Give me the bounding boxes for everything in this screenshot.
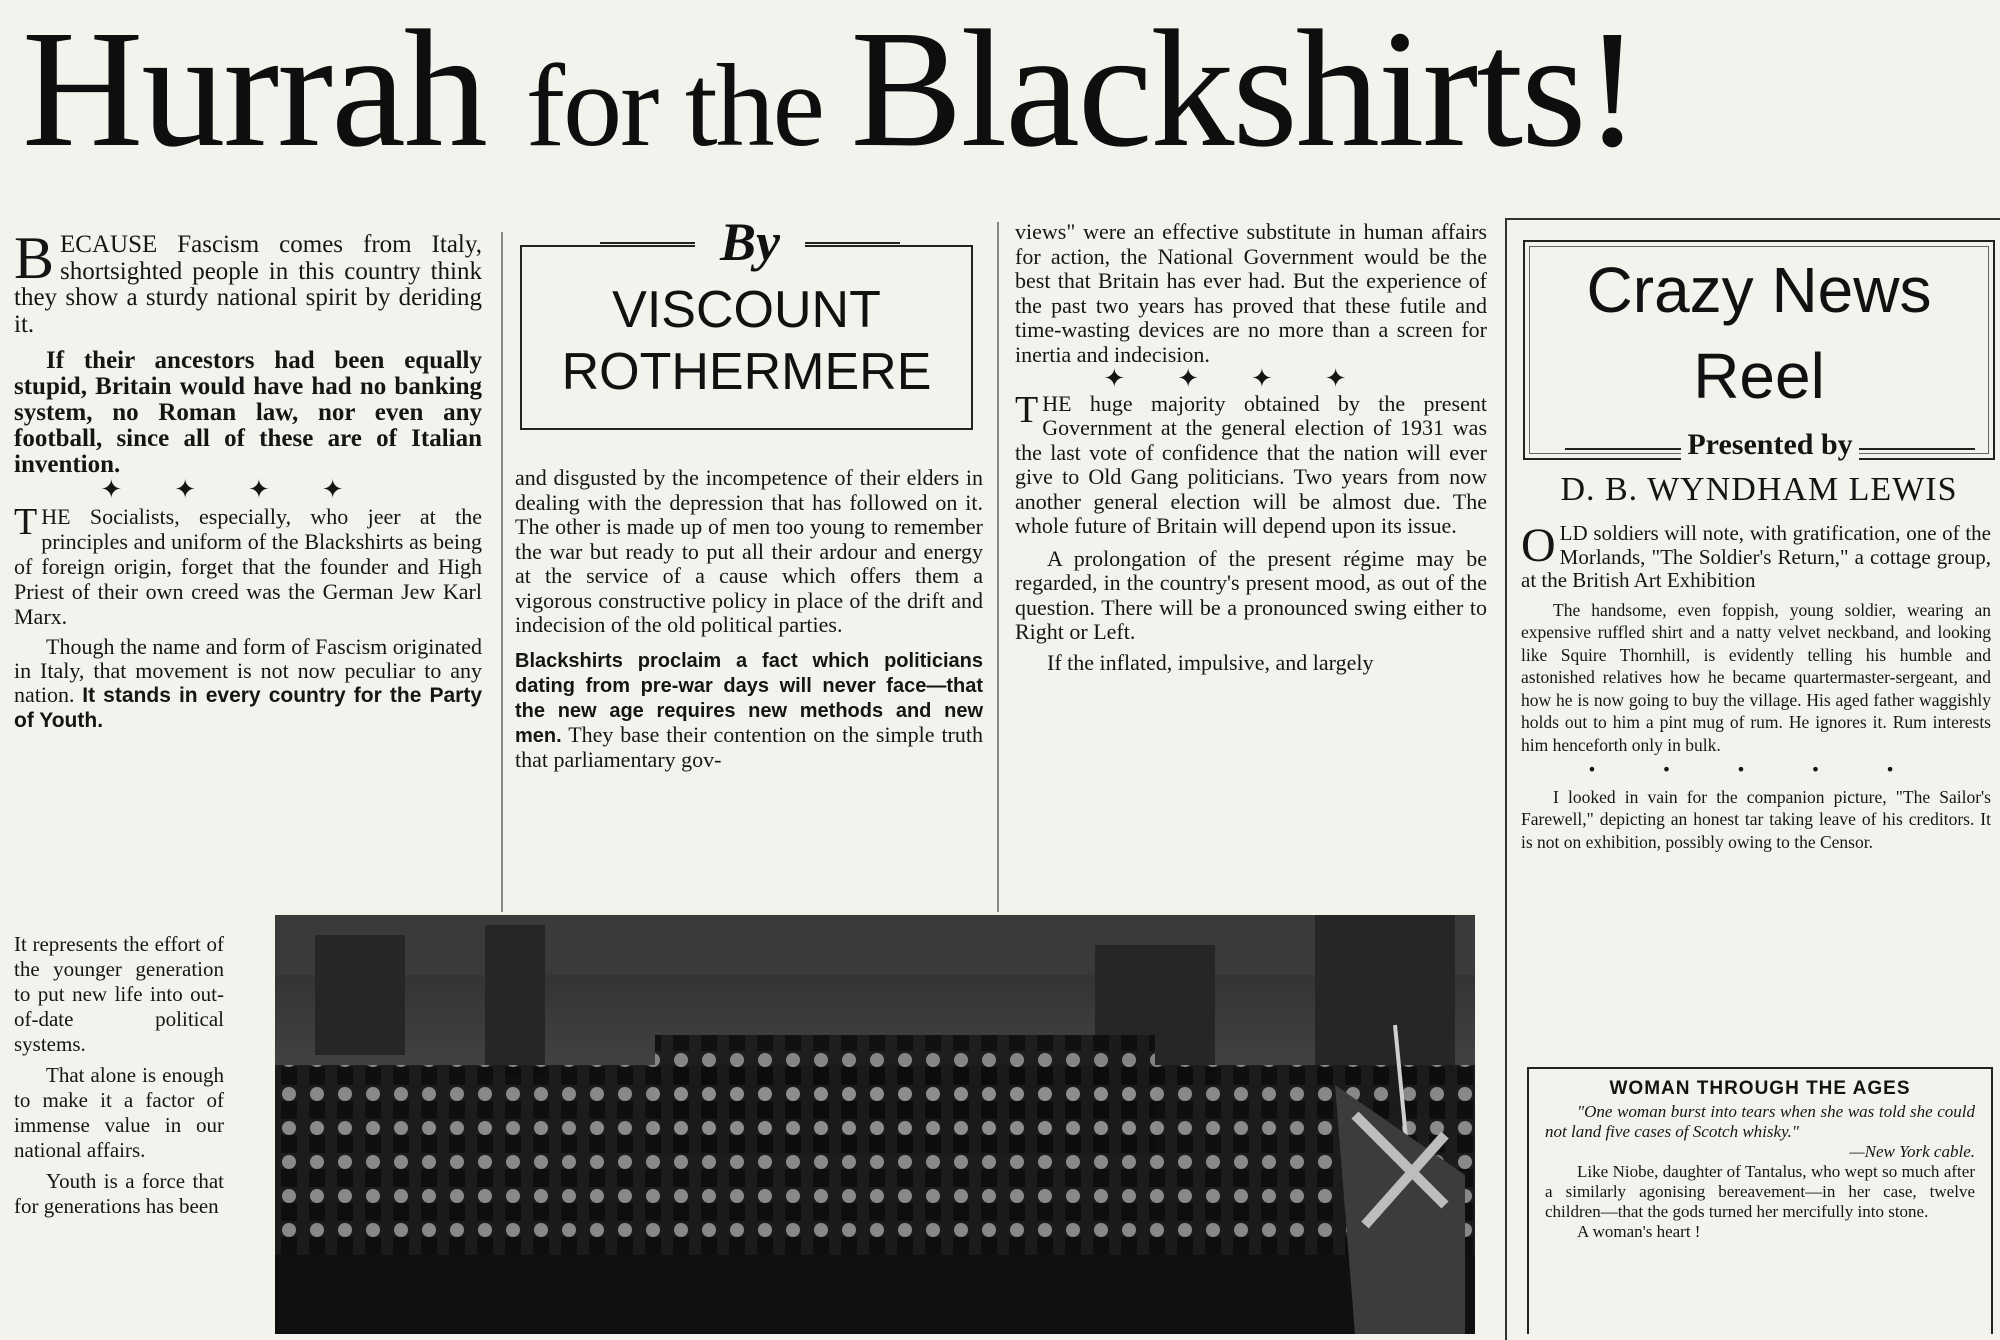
column-3 <box>1015 220 1487 675</box>
crazy-news-column <box>1521 519 1991 853</box>
woman-para-2: A woman's heart ! <box>1577 1222 1701 1241</box>
column-1-narrow <box>14 932 224 1219</box>
column-1 <box>14 225 483 733</box>
col1-para-7: Youth is a force that for generations has been <box>14 1169 224 1218</box>
byline-rule-left <box>600 242 695 244</box>
woman-title: WOMAN THROUGH THE AGES <box>1609 1078 1911 1099</box>
col1-para-2: If their ancestors had been equally stupid, Britain would have had no banking system, no Roman law, nor even any football, since all of these are of Italian invention. <box>14 347 482 478</box>
headline-part1: Hurrah <box>22 0 526 182</box>
woman-source: —New York cable. <box>1849 1142 1975 1161</box>
col2-para-2: Blackshirts proclaim a fact which politicians dating from pre-war days will never face—that the new age requires new methods and new men. They base their contention on the simple truth that parliamentary gov- <box>515 649 983 772</box>
drop-cap: B <box>14 225 55 291</box>
byline-by: By <box>695 212 805 272</box>
drop-cap: O <box>1521 519 1556 572</box>
byline-rule-right <box>805 242 900 244</box>
col1-para-4: Though the name and form of Fascism originated in Italy, that movement is not now peculiar to any nation. It stands in every country for the Party of Youth. <box>14 633 483 732</box>
woman-column <box>1545 1102 1975 1242</box>
col3-para-2: THE huge majority obtained by the present Government at the general election of 1931 was the last vote of confidence that the nation will ever give to Old Gang politicians. Two years from now another general election will be almost due. The whole future of Britain will depend upon its issue. <box>1015 388 1487 538</box>
col2-para-1: and disgusted by the incompetence of their elders in dealing with the depression that has followed on it. The other is made up of men too young to remember the war but ready to put all their ardour and energy at the service of a cause which offers them a vigorous constructive policy in place of the drift and indecision of the old political parties. <box>515 465 983 637</box>
photo-blackshirt-parade <box>275 915 1475 1334</box>
dots-divider: • • • • • <box>1587 760 1925 779</box>
column-rule-1 <box>501 232 503 912</box>
col1-para-6: That alone is enough to make it a factor of immense value in our national affairs. <box>14 1063 224 1162</box>
col1-para-3: THE Socialists, especially, who jeer at the principles and uniform of the Blackshirts as being of foreign origin, forget that the founder and High Priest of their own creed was the German Jew Karl Marx. <box>14 500 482 629</box>
col1-para-1: BECAUSE Fascism comes from Italy, shortsighted people in this country think they show a sturdy national spirit by deriding it. <box>14 225 482 338</box>
crazy-news-title-1: Crazy News <box>1586 254 1932 326</box>
crazy-para-3: I looked in vain for the companion picture, "The Sailor's Farewell," depicting an honest tar taking leave of his creditors. It is not on exhibition, possibly owing to the Censor. <box>1521 786 1991 852</box>
crazy-para-1: OLD soldiers will note, with gratification, one of the Morlands, "The Soldier's Return," a cottage group, at the British Art Exhibition <box>1521 519 1991 592</box>
col3-para-3: A prolongation of the present régime may be regarded, in the country's present mood, as out of the question. There will be a pronounced swing either to Right or Left. <box>1015 545 1487 644</box>
drop-cap: T <box>14 500 38 543</box>
woman-para-1: Like Niobe, daughter of Tantalus, who wept so much after a similarly agonising bereavement—in her case, twelve children—that the gods turned her mercifully into stone. <box>1545 1162 1975 1221</box>
headline <box>22 0 1992 187</box>
presented-by: Presented by <box>1560 428 1980 462</box>
byline-name-1: VISCOUNT <box>612 281 881 339</box>
column-2 <box>515 466 983 772</box>
byline-name-2: ROTHERMERE <box>561 343 932 401</box>
stars-divider: ✦✦✦✦ <box>100 475 396 505</box>
col3-para-4: If the inflated, impulsive, and largely <box>1047 649 1374 675</box>
crazy-news-title-2: Reel <box>1693 340 1825 412</box>
headline-part3: Blackshirts! <box>850 0 1639 182</box>
woman-quote: "One woman burst into tears when she was told she could not land five cases of Scotch whisky." <box>1545 1102 1975 1141</box>
col3-para-1: views" were an effective substitute in human affairs for action, the National Government would be the best that Britain has ever had. But the experience of the past two years has proved that these futile and time-wasting devices are no more than a screen for inertia and indecision. <box>1015 219 1487 367</box>
drop-cap: T <box>1015 388 1039 431</box>
column-rule-2 <box>997 222 999 912</box>
col1-para-5: It represents the effort of the younger generation to put new life into out-of-date political systems. <box>14 932 224 1056</box>
columnist-name: D. B. WYNDHAM LEWIS <box>1560 471 1958 508</box>
col1-bold-statement: It stands in every country for the Party of Youth. <box>14 683 483 732</box>
col2-bold-statement: Blackshirts proclaim a fact which politicians dating from pre-war days will never face—that the new age requires new methods and new men. <box>515 649 983 747</box>
stars-divider: ✦✦✦✦ <box>1103 364 1399 394</box>
crazy-para-2: The handsome, even foppish, young soldier, wearing an expensive ruffled shirt and a natty velvet neckband, and looking like Squire Thornhill, is evidently telling his humble and astonished relatives how he became quartermaster-sergeant, and how he is now going to buy the village. His aged father waggishly holds out to him a pint mug of rum. He ignores it. Rum interests him henceforth only in bulk. <box>1521 599 1991 755</box>
headline-part2: for the <box>525 40 851 171</box>
parade-photo-illustration <box>275 915 1475 1334</box>
